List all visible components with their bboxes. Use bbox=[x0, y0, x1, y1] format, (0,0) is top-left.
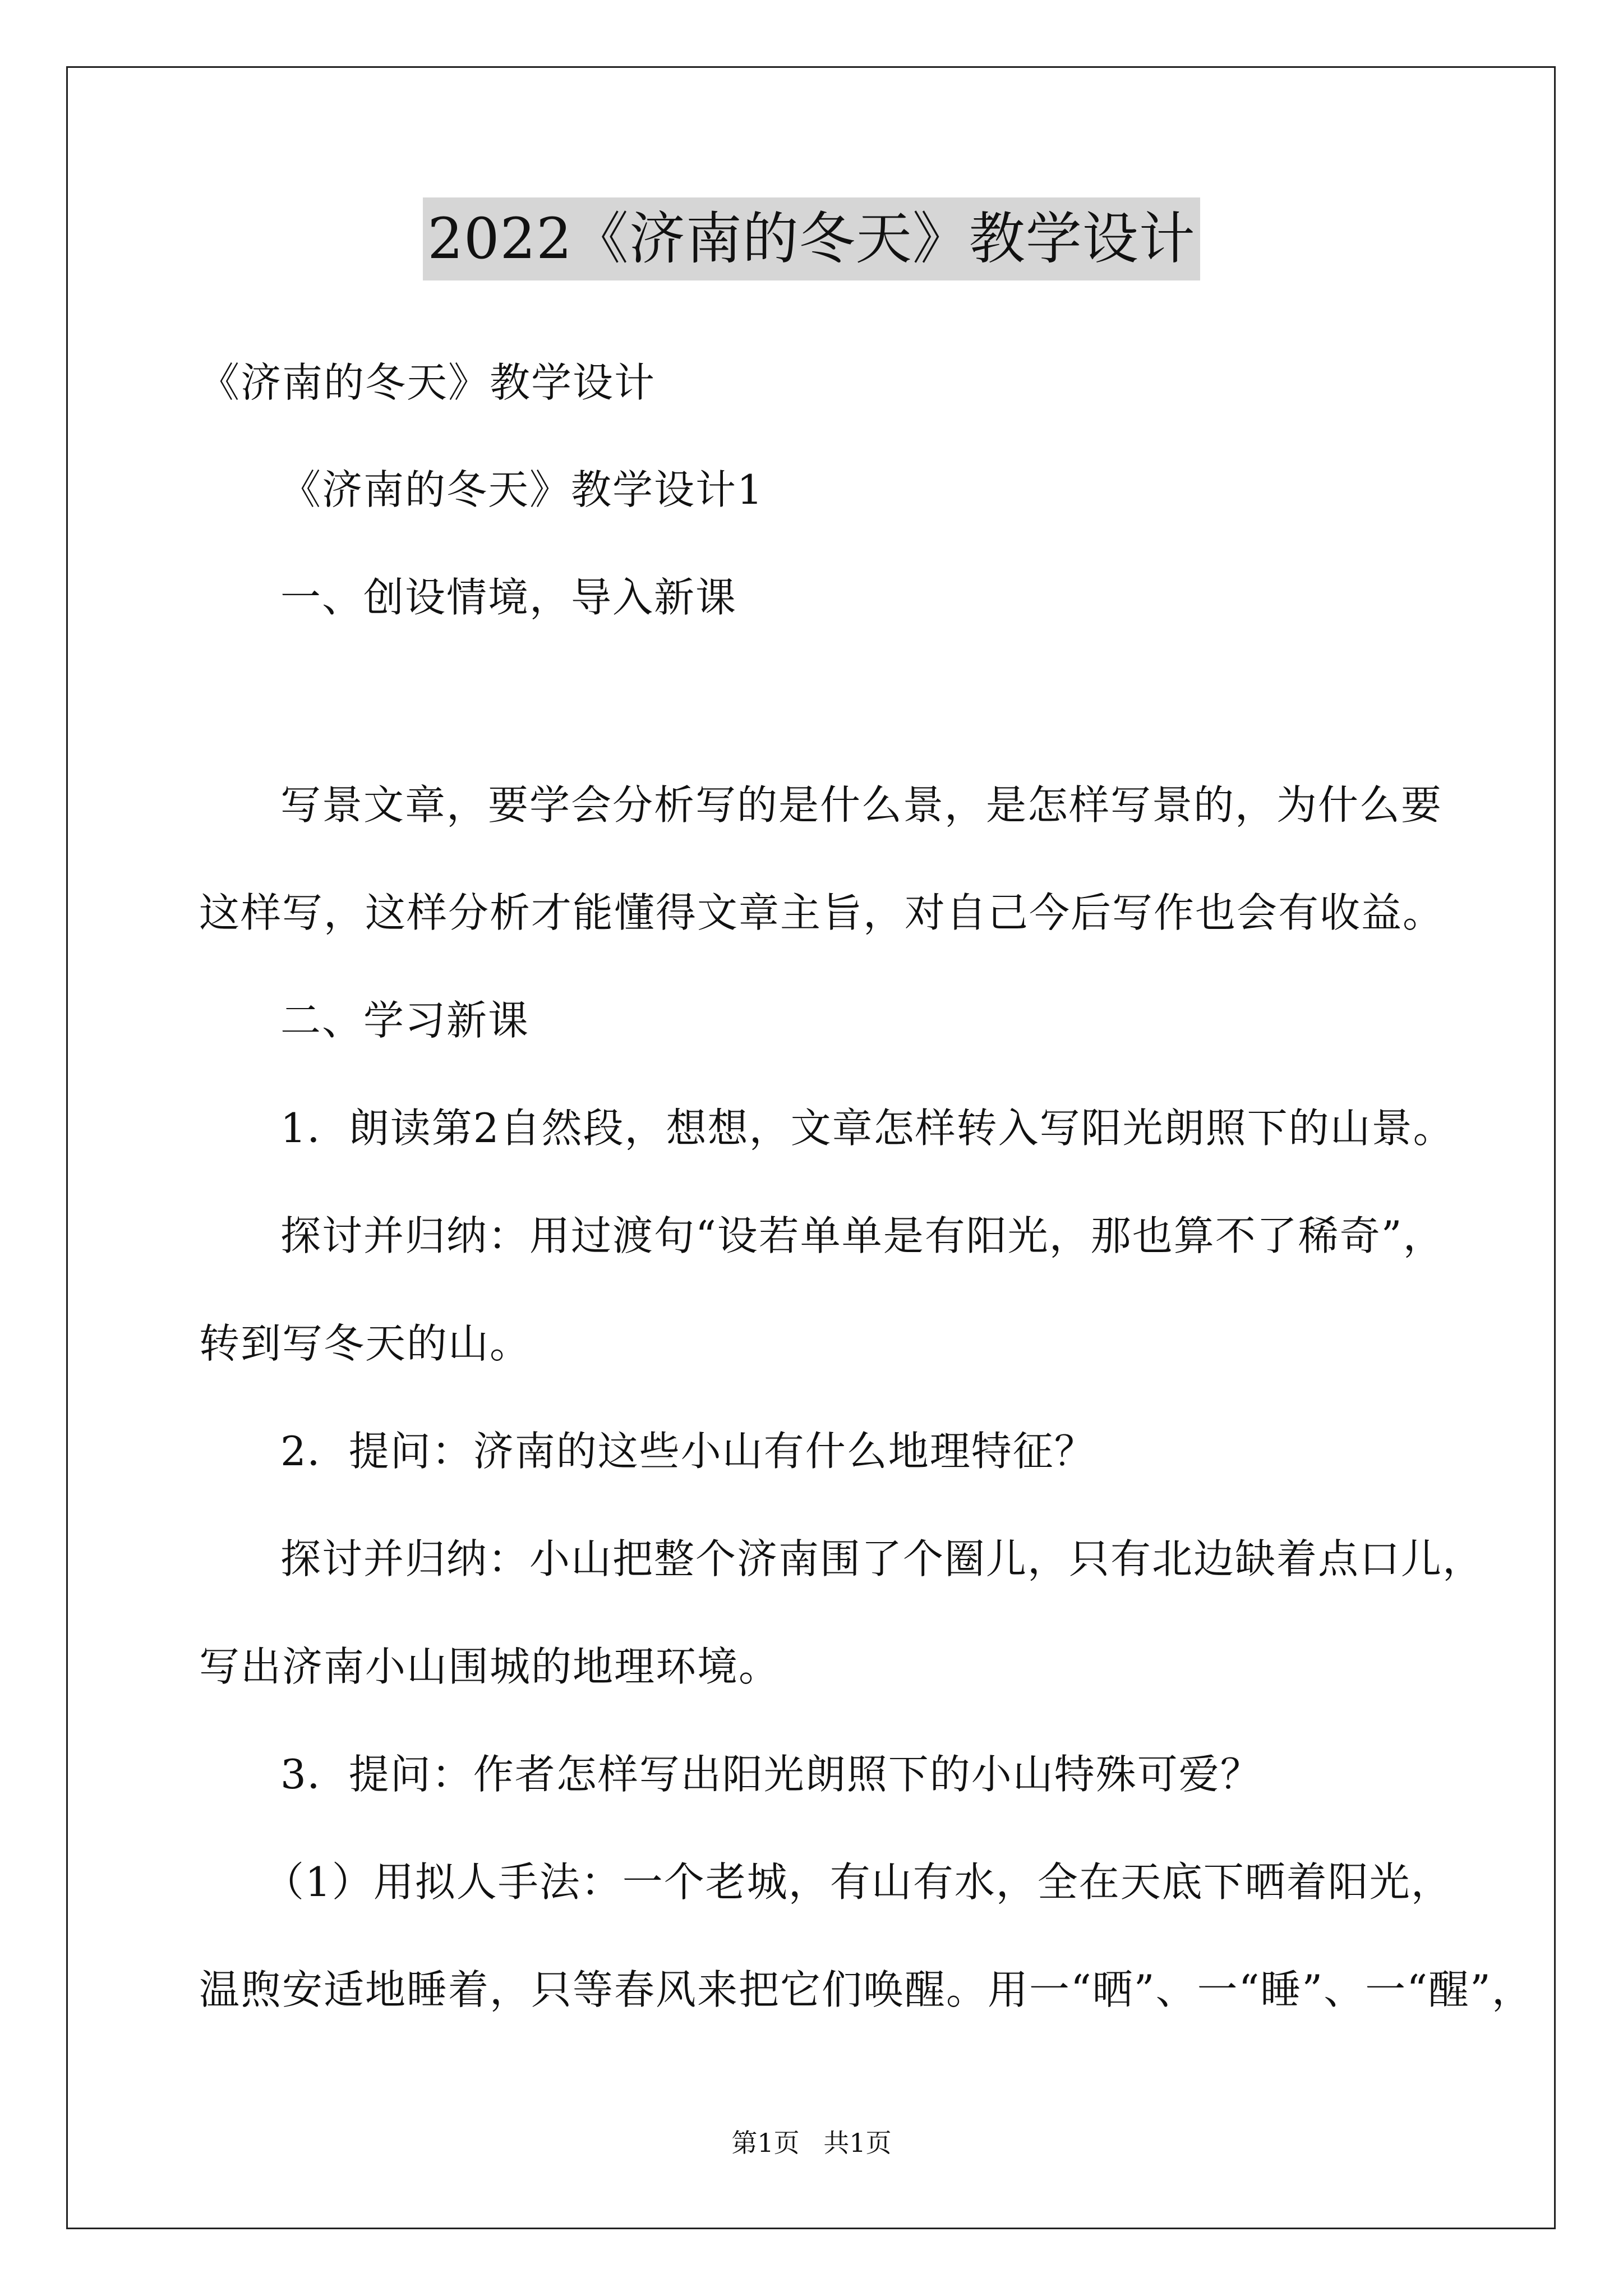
text-line-6: 二、学习新课 bbox=[280, 997, 530, 1044]
text-line-4: 写景文章，要学会分析写的是什么景，是怎样写景的，为什么要 bbox=[280, 781, 1443, 829]
text-line-1: 《济南的冬天》教学设计 bbox=[199, 359, 656, 406]
text-line-14: （1）用拟人手法：一个老城，有山有水，全在天底下晒着阳光， bbox=[264, 1858, 1453, 1906]
page-footer bbox=[0, 2126, 1623, 2160]
text-line-2: 《济南的冬天》教学设计1 bbox=[280, 466, 764, 513]
text-line-15: 温煦安适地睡着，只等春风来把它们唤醒。用一“晒”、一“睡”、一“醒”， bbox=[199, 1966, 1533, 2013]
title-container bbox=[0, 197, 1623, 280]
page-number: 第1页 bbox=[731, 2128, 800, 2158]
document-title: 2022《济南的冬天》教学设计 bbox=[423, 197, 1200, 280]
text-line-12: 写出济南小山围城的地理环境。 bbox=[199, 1643, 781, 1690]
text-line-7: 1．朗读第2自然段，想想，文章怎样转入写阳光朗照下的山景。 bbox=[280, 1105, 1455, 1152]
text-line-10: 2．提问：济南的这些小山有什么地理特征？ bbox=[280, 1428, 1096, 1475]
page-total: 共1页 bbox=[823, 2128, 892, 2158]
text-line-9: 转到写冬天的山。 bbox=[199, 1320, 532, 1367]
text-line-8: 探讨并归纳：用过渡句“设若单单是有阳光，那也算不了稀奇”， bbox=[280, 1212, 1445, 1259]
text-line-5: 这样写，这样分析才能懂得文章主旨，对自己今后写作也会有收益。 bbox=[199, 889, 1445, 936]
text-line-13: 3．提问：作者怎样写出阳光朗照下的小山特殊可爱？ bbox=[280, 1751, 1262, 1798]
text-line-3: 一、创设情境，导入新课 bbox=[280, 574, 737, 621]
text-line-11: 探讨并归纳：小山把整个济南围了个圈儿，只有北边缺着点口儿， bbox=[280, 1535, 1484, 1582]
